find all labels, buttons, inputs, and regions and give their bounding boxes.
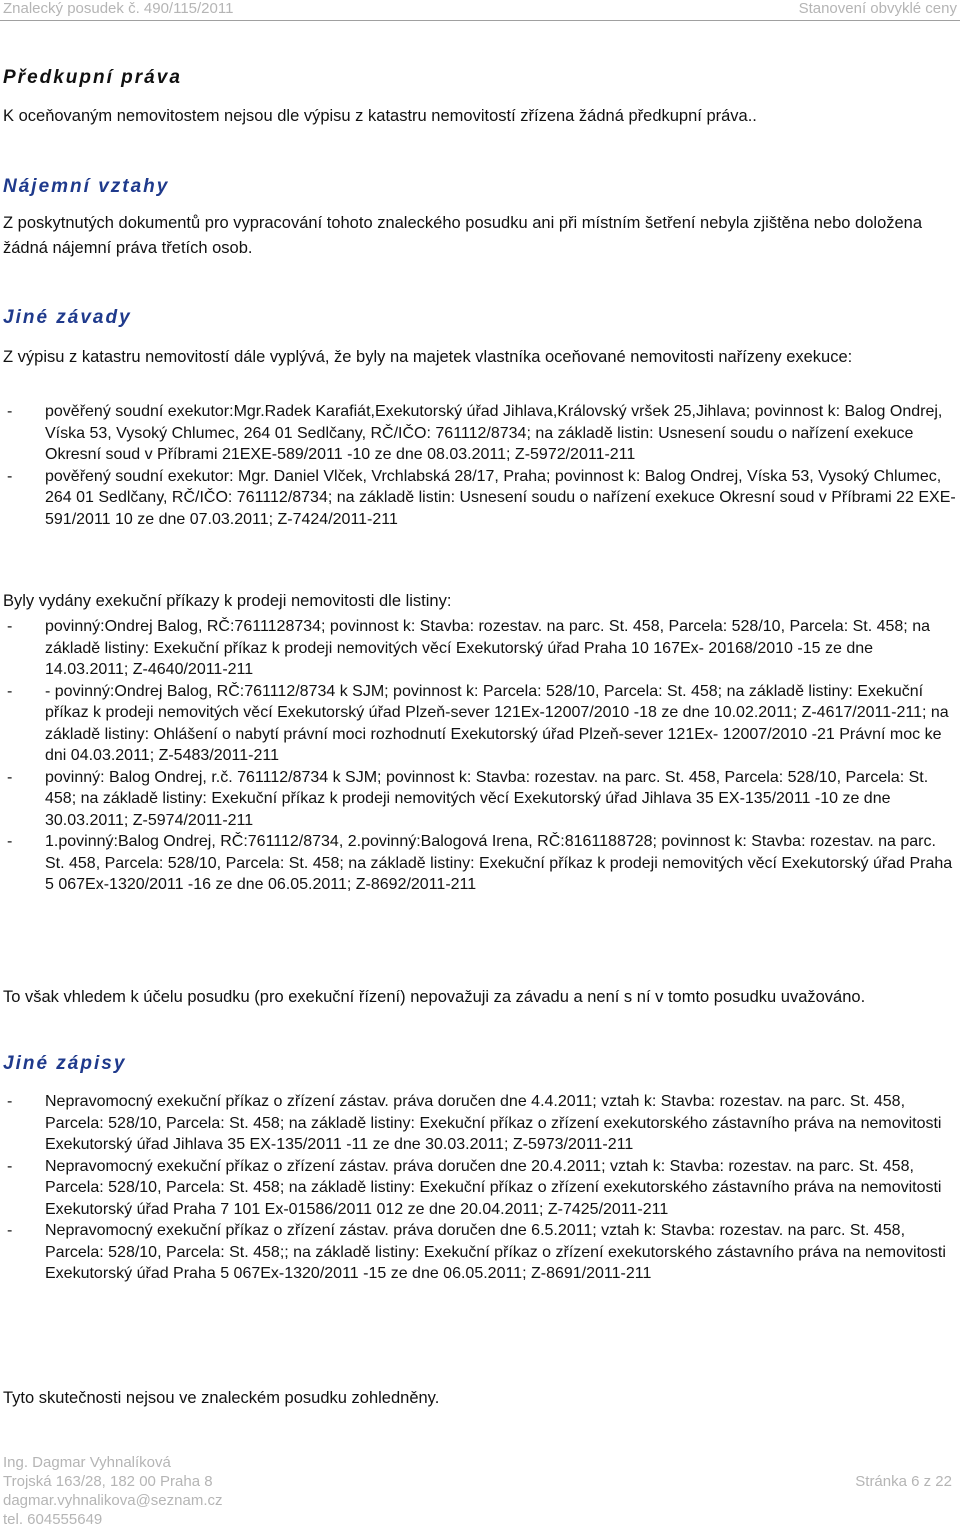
text-zavady-conclusion: To však vhledem k účelu posudku (pro exekuční řízení) nepovažuji za závadu a není s ní v tomto posudku uvažováno.	[3, 988, 866, 1006]
footer-page-number: Stránka 6 z 22	[855, 1473, 952, 1490]
list-item	[3, 767, 958, 832]
heading-najemni-vztahy: Nájemní vztahy	[3, 176, 170, 197]
list-item	[3, 1220, 958, 1285]
orders-list	[3, 616, 958, 896]
heading-predkupni-prava: Předkupní práva	[3, 67, 182, 88]
header-document-number: Znalecký posudek č. 490/115/2011	[3, 0, 234, 17]
list-dash: -	[7, 682, 13, 700]
list-dash: -	[7, 618, 13, 635]
list-dash: -	[7, 768, 13, 786]
list-item	[3, 616, 958, 681]
footer-email: dagmar.vyhnalikova@seznam.cz	[3, 1492, 223, 1509]
entry-text: Nepravomocný exekuční příkaz o zřízení zástav. práva doručen dne 20.4.2011; vztah k: Stavba: rozestav. na parc. St. 458, Parcela: 528/10, Parcela: St. 458; na základě listiny: Exekuční příkaz o zřízení exekutorského zástavního práva na nemovitosti Exekutorský úřad Praha 7 101 Ex-01586/2011 012 ze dne 20.04.2011; Z-7425/2011-211	[45, 1157, 942, 1218]
list-item	[3, 681, 958, 767]
list-dash: -	[7, 403, 13, 420]
list-dash: -	[7, 1093, 13, 1110]
list-item	[3, 831, 958, 896]
footer-address: Trojská 163/28, 182 00 Praha 8	[3, 1473, 213, 1490]
order-text: - povinný:Ondrej Balog, RČ:761112/8734 k SJM; povinnost k: Parcela: 528/10, Parcela: St. 458; na základě listiny: Exekuční příkaz k prodeji nemovitých věcí Exekutorský úřad Plzeň-sever 121Ex-12007/2010 -18 ze dne 10.02.2011; Z-4617/2011-211; na základě listiny: Ohlášení o nabytí právní moci rozhodnutí Exekutorský úřad Plzeň-sever 121Ex- 12007/2010 -21 Právní moc ke dni 04.03.2011; Z-5483/2011-211	[45, 682, 949, 764]
header-rule	[0, 20, 960, 21]
heading-jine-zavady: Jiné závady	[3, 307, 132, 328]
order-text: povinný:Ondrej Balog, RČ:7611128734; povinnost k: Stavba: rozestav. na parc. St. 458, Parcela: 528/10, Parcela: St. 458; na základě listiny: Exekuční příkaz k prodeji nemovitých věcí Exekutorský úřad Praha 10 167Ex- 20168/2010 -15 ze dne 14.03.2011; Z-4640/2011-211	[45, 618, 930, 678]
list-dash: -	[7, 1157, 13, 1175]
footer-phone: tel. 604555649	[3, 1511, 103, 1528]
list-dash: -	[7, 467, 13, 485]
text-zavady-intro: Z výpisu z katastru nemovitostí dále vyplývá, že byly na majetek vlastníka oceňované nemovitosti nařízeny exekuce:	[3, 348, 853, 366]
entries-list	[3, 1091, 958, 1285]
executions-list	[3, 401, 958, 530]
entry-text: Nepravomocný exekuční příkaz o zřízení zástav. práva doručen dne 6.5.2011; vztah k: Stavba: rozestav. na parc. St. 458, Parcela: 528/10, Parcela: St. 458;; na základě listiny: Exekuční příkaz o zřízení exekutorského zástavního práva na nemovitosti Exekutorský úřad Praha 5 067Ex-1320/2011 -15 ze dne 06.05.2011; Z-8691/2011-211	[45, 1222, 946, 1282]
order-text: 1.povinný:Balog Ondrej, RČ:761112/8734, 2.povinný:Balogová Irena, RČ:8161188728; povinnost k: Stavba: rozestav. na parc. St. 458, Parcela: 528/10, Parcela: St. 458; na základě listiny: Exekuční příkaz k prodeji nemovitých věcí Exekutorský úřad Praha 5 067Ex-1320/2011 -16 ze dne 06.05.2011; Z-8692/2011-211	[45, 833, 953, 893]
page-header	[0, 0, 960, 20]
heading-jine-zapisy: Jiné zápisy	[3, 1053, 127, 1074]
list-item	[3, 466, 958, 531]
footer-name: Ing. Dagmar Vyhnalíková	[3, 1454, 171, 1471]
text-najemni-vztahy: Z poskytnutých dokumentů pro vypracování tohoto znaleckého posudku ani při místním šetření nebyla zjištěna nebo doložena žádná nájemní práva třetích osob.	[3, 214, 923, 257]
execution-text: pověřený soudní exekutor: Mgr. Daniel Vlček, Vrchlabská 28/17, Praha; povinnost k: Balog Ondrej, Víska 53, Vysoký Chlumec, 264 01 Sedlčany, RČ/IČO: 761112/8734; na základě listin: Usnesení soudu o nařízení exekuce Okresní soud v Příbrami 22 EXE-591/2011 10 ze dne 07.03.2011; Z-7424/2011-211	[45, 467, 956, 528]
list-item	[3, 1156, 958, 1221]
text-zapisy-closing: Tyto skutečnosti nejsou ve znaleckém posudku zohledněny.	[3, 1389, 440, 1407]
list-dash: -	[7, 833, 13, 850]
list-item	[3, 1091, 958, 1156]
text-orders-intro: Byly vydány exekuční příkazy k prodeji nemovitosti dle listiny:	[3, 592, 452, 610]
footer-contact	[3, 1453, 223, 1529]
entry-text: Nepravomocný exekuční příkaz o zřízení zástav. práva doručen dne 4.4.2011; vztah k: Stavba: rozestav. na parc. St. 458, Parcela: 528/10, Parcela: St. 458; na základě listiny: Exekuční příkaz o zřízení exekutorského zástavního práva na nemovitosti Exekutorský úřad Jihlava 35 EX-135/2011 -11 ze dne 30.03.2011; Z-5973/2011-211	[45, 1093, 942, 1153]
text-predkupni-prava: K oceňovaným nemovitostem nejsou dle výpisu z katastru nemovitostí zřízena žádná předkupní práva..	[3, 107, 757, 125]
list-dash: -	[7, 1222, 13, 1239]
list-item	[3, 401, 958, 466]
execution-text: pověřený soudní exekutor:Mgr.Radek Karafiát,Exekutorský úřad Jihlava,Královský vršek 25,Jihlava; povinnost k: Balog Ondrej, Víska 53, Vysoký Chlumec, 264 01 Sedlčany, RČ/IČO: 761112/8734; na základě listin: Usnesení soudu o nařízení exekuce Okresní soud v Příbrami 21EXE-589/2011 -10 ze dne 08.03.2011; Z-5972/2011-211	[45, 403, 943, 463]
header-section-title: Stanovení obvyklé ceny	[798, 0, 957, 17]
order-text: povinný: Balog Ondrej, r.č. 761112/8734 k SJM; povinnost k: Stavba: rozestav. na parc. St. 458, Parcela: 528/10, Parcela: St. 458; na základě listiny: Exekuční příkaz k prodeji nemovitých věcí Exekutorský úřad Jihlava 35 EX-135/2011 -10 ze dne 30.03.2011; Z-5974/2011-211	[45, 768, 929, 829]
